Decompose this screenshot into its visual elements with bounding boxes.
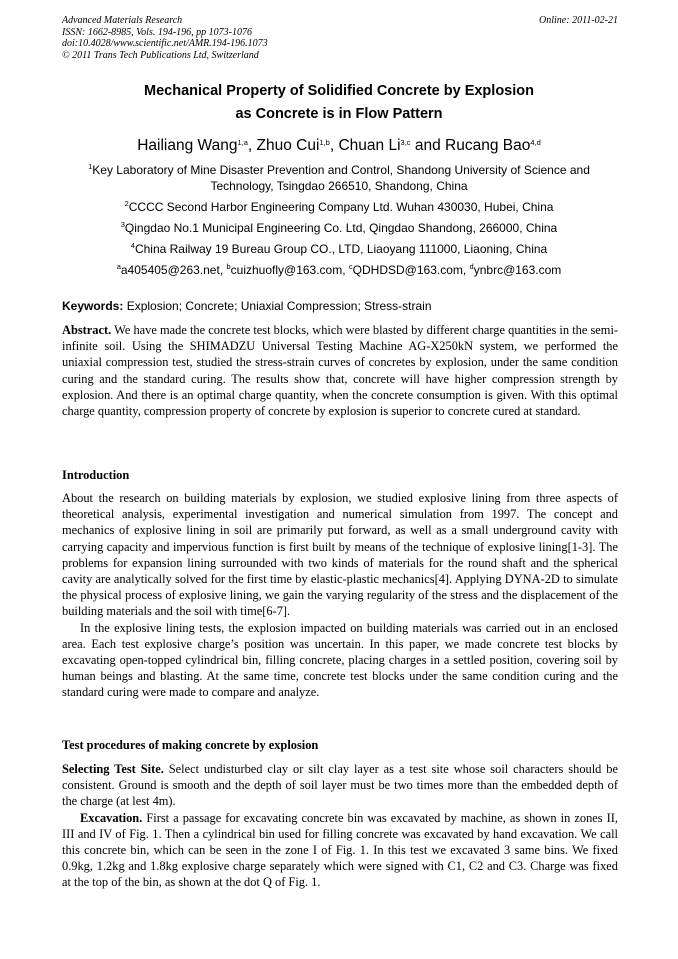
run-in-heading: Selecting Test Site. xyxy=(62,762,164,776)
keywords-text: Explosion; Concrete; Uniaxial Compression; Stress-strain xyxy=(126,299,432,313)
author-sep: , xyxy=(247,137,257,154)
paragraph: In the explosive lining tests, the explosion impacted on building materials was carried out in an enclosed area. Each test explosive charge’s position was uncertain. In this paper, we made concrete test blocks by excavating open-topped cylindrical bin, filling concrete, placing charges in a settled position, covering soil by human beings and blasting. At the same time, concrete test blocks under the same condition curing and the standard curing were made to compare and analyze. xyxy=(62,620,618,700)
author-name: Rucang Bao xyxy=(445,137,531,154)
author-sep: , xyxy=(329,137,339,154)
abstract xyxy=(62,322,618,419)
email-sep: , xyxy=(219,262,227,277)
email: a405405@263.net xyxy=(120,262,220,277)
title-line-2: as Concrete is in Flow Pattern xyxy=(235,106,443,122)
affiliations xyxy=(60,163,618,284)
affiliation-sup: 2 xyxy=(124,198,129,208)
affiliation-sup: 4 xyxy=(130,240,135,250)
affiliation-text: Key Laboratory of Mine Disaster Prevention and Control, Shandong University of Science and Technology, Tsingdao 266510, Shandong, China xyxy=(92,163,590,193)
affiliation-sup: 1 xyxy=(88,162,93,171)
email-sup: a xyxy=(116,261,121,271)
run-in-heading: Excavation. xyxy=(80,810,143,825)
affiliation-sup: 3 xyxy=(120,219,125,229)
paragraph-text: Select undisturbed clay or silt clay layer as a test site whose soil characters should be consistent. Ground is smooth and the depth of soil layer must be two times more than the embedded depth of the charge (at lest 4m). xyxy=(62,762,618,809)
affiliation xyxy=(60,221,618,237)
paragraph xyxy=(62,761,618,810)
author-sup: 1,b xyxy=(319,138,330,147)
title-line-1: Mechanical Property of Solidified Concrete by Explosion xyxy=(144,83,534,99)
email-sep: , xyxy=(462,262,470,277)
email-sup: d xyxy=(469,261,474,271)
journal-name: Advanced Materials Research xyxy=(62,15,183,26)
paragraph-text: First a passage for excavating concrete bin was excavated by machine, as shown in zones II, III and IV of Fig. 1. Then a cylindrical bin used for filling concrete was excavated by hand excavation. We call this concrete bin, which can be seen in the zone I of Fig. 1. In this test we excavated 3 same bins. We fixed 0.9kg, 1.2kg and 1.8kg explosive charge separately which were signed with C1, C2 and C3. Charge was fixed at the top of the bin, as shown at the dot Q of Fig. 1. xyxy=(62,810,618,890)
abstract-text: We have made the concrete test blocks, which were blasted by different charge quantities in the semi-infinite soil. Using the SHIMADZU Universal Testing Machine AG-X250kN system, we performed the uniaxial compression test, studied the stress-strain curves of concretes by explosion, under the same condition curing and the standard curing. The results show that, concrete will have higher compression strength by explosion. And there is an optimal charge quantity, when the concrete consumption is given. With this optimal charge quantity, compression property of concrete by explosion is superior to concrete cured at standard. xyxy=(62,323,619,419)
affiliation xyxy=(60,242,618,258)
author-sup: 1,a xyxy=(237,138,248,147)
author-sep: and xyxy=(410,137,446,154)
affiliation-text: Qingdao No.1 Municipal Engineering Co. Ltd, Qingdao Shandong, 266000, China xyxy=(124,220,558,235)
abstract-label: Abstract. xyxy=(62,323,112,337)
author-name: Hailiang Wang xyxy=(137,137,238,154)
paragraph xyxy=(62,810,618,891)
keywords-label: Keywords: xyxy=(62,299,124,313)
issn-line: ISSN: 1662-8985, Vols. 194-196, pp 1073-1076 xyxy=(62,26,252,38)
test-procedures-body xyxy=(62,761,618,891)
paragraph: About the research on building materials by explosion, we studied explosive lining from three aspects of theoretical analysis, experimental investigation and numerical simulation from 1997. The concept and mechanics of explosive lining in soil are primarily put forward, as well as a small underground cavity with carrying capacity and impervious function is first built by means of the technique of explosive lining[1-3]. The problems for expansion lining surrounded with two kinds of materials for the round shaft and the spherical cavity are analytically solved for the first time by elastic-plastic mechanics[4]. Applying DYNA-2D to simulate the physical process of explosive lining, we gain the varying regularity of the stress and the displacement of the building materials and the soil with time[6-7]. xyxy=(62,491,618,619)
email-sup: b xyxy=(226,261,231,271)
affiliation xyxy=(60,163,618,194)
test-procedures-heading: Test procedures of making concrete by explosion xyxy=(62,738,319,752)
email: ynbrc@163.com xyxy=(473,262,562,277)
running-header xyxy=(62,15,618,61)
affiliation-text: China Railway 19 Bureau Group CO., LTD, Liaoyang 111000, Liaoning, China xyxy=(134,241,548,256)
author-sup: 3,c xyxy=(400,138,411,147)
affiliation xyxy=(60,200,618,216)
author-name: Zhuo Cui xyxy=(256,137,320,154)
paper-title xyxy=(40,80,638,126)
email: QDHDSD@163.com xyxy=(352,262,463,277)
introduction-heading: Introduction xyxy=(62,468,130,482)
author-list xyxy=(40,137,638,155)
introduction-body xyxy=(62,490,618,701)
email: cuizhuofly@163.com xyxy=(230,262,343,277)
online-date: Online: 2011-02-21 xyxy=(539,15,618,26)
doi-line: doi:10.4028/www.scientific.net/AMR.194-196.1073 xyxy=(62,38,268,49)
affiliation-text: CCCC Second Harbor Engineering Company Ltd. Wuhan 430030, Hubei, China xyxy=(128,199,554,214)
author-sup: 4,d xyxy=(530,138,541,147)
copyright-line: © 2011 Trans Tech Publications Ltd, Switzerland xyxy=(62,49,259,61)
email-sup: c xyxy=(348,261,353,271)
email-sep: , xyxy=(342,262,349,277)
author-name: Chuan Li xyxy=(338,137,401,154)
keywords xyxy=(62,299,618,313)
email-list xyxy=(60,263,618,279)
